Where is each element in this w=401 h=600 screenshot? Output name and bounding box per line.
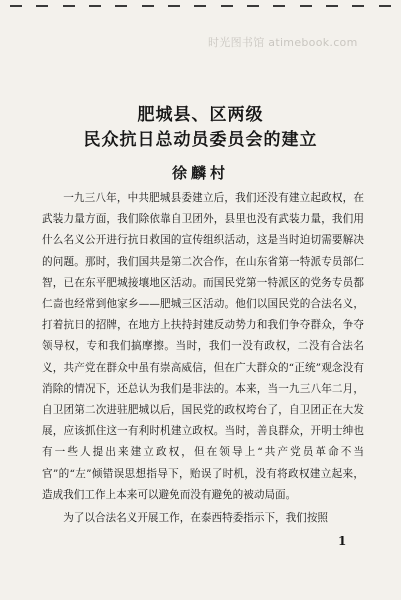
article-body	[42, 188, 364, 506]
border-dash	[300, 5, 312, 7]
article-title-line1: 肥城县、区两级	[137, 105, 264, 125]
watermark: 时光图书馆 atimebook.com	[208, 36, 358, 49]
border-dash	[115, 5, 127, 7]
body-paragraph: 一九三八年，中共肥城县委建立后，我们还没有建立起政权，在武装力量方面，我们除依靠自卫团外，县里也没有武装力量，我们用什么名义公开进行抗日救国的宣传组织活动，这是当时迫切需要解决的问题。那时，我们国共是第二次合作，在山东省第一特派专员部仁智，已在东平肥城接壤地区活动。而国民党第一特派区的党务专员都仁啬也经常到他家乡——肥城三区活动。他们以国民党的合法名义，打着抗日的招牌，在地方上扶持封建反动势力和我们争夺群众，争夺领导权，专和我们搞摩擦。当时，我们一没有政权，二没有合法名义，共产党在群众中虽有崇高威信，但在广大群众的“正统”观念没有消除的情况下，还总认为我们是非法的。本来，当一九三八年二月，自卫团第二次进驻肥城以后，国民党的政权垮台了，自卫团正在大发展，应该抓住这一有利时机建立政权。当时，善良群众，开明士绅也有一些人提出来建立政权，但在领导上“共产党员革命不当官”的“左”倾错误思想指导下，贻误了时机，没有将政权建立起来，造成我们工作上本来可以避免而没有避免的被动局面。	[42, 192, 364, 501]
article-author: 徐麟村	[171, 164, 229, 182]
border-dash	[247, 5, 259, 7]
border-dash	[273, 5, 285, 7]
border-dash	[10, 5, 22, 7]
page-number: 1	[338, 534, 347, 548]
border-dash	[379, 5, 391, 7]
border-dash	[221, 5, 233, 7]
body-paragraph: 为了以合法名义开展工作，在泰西特委指示下，我们按照	[63, 512, 329, 524]
border-dash	[142, 5, 154, 7]
border-dash	[63, 5, 75, 7]
border-dash	[326, 5, 338, 7]
top-dashed-border	[10, 2, 391, 10]
border-dash	[168, 5, 180, 7]
article-title-line2: 民众抗日总动员委员会的建立	[83, 130, 318, 150]
border-dash	[36, 5, 48, 7]
article-body-continued	[42, 508, 364, 529]
border-dash	[194, 5, 206, 7]
border-dash	[352, 5, 364, 7]
border-dash	[89, 5, 101, 7]
